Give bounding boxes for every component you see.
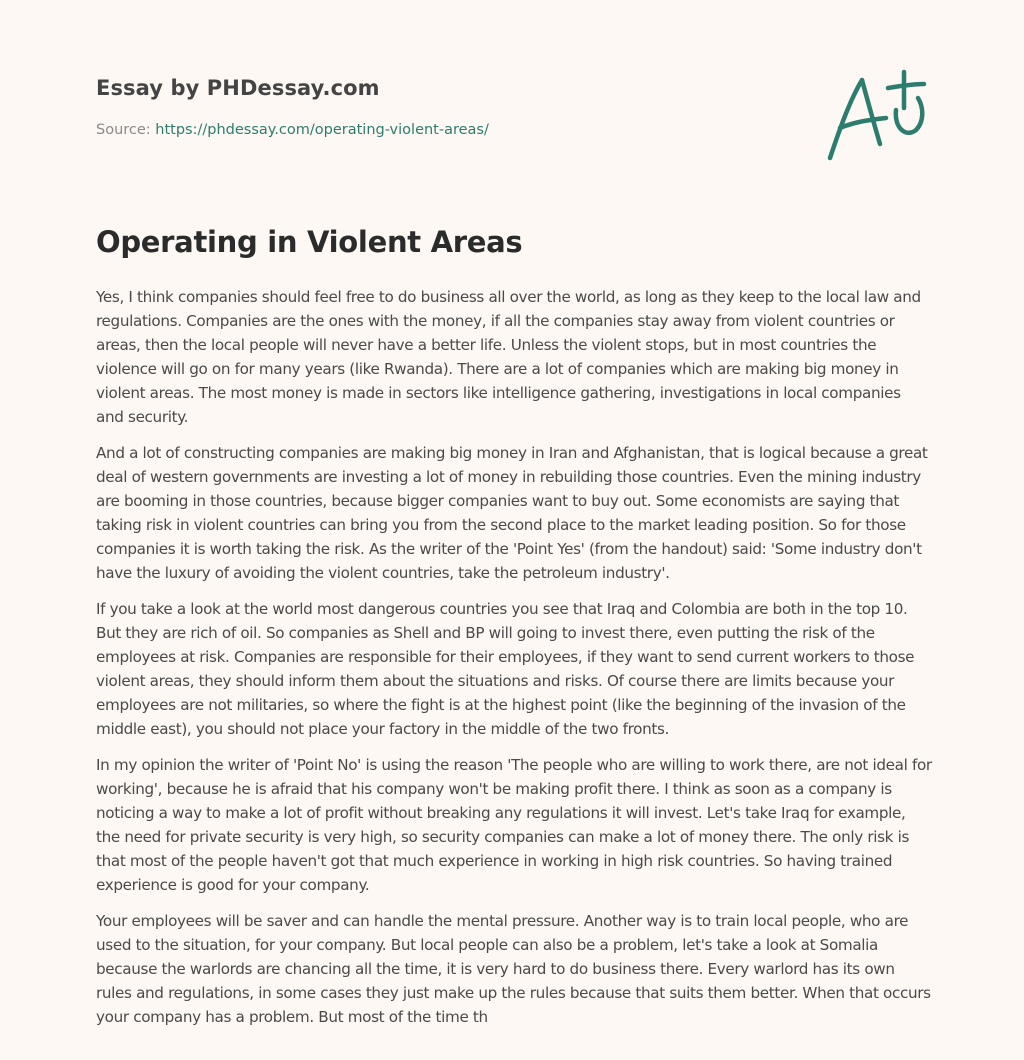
essay-paragraph: And a lot of constructing companies are making big money in Iran and Afghanistan, that is logical because a great deal of western governments are investing a lot of money in rebuilding those countries. Even the mining industry are booming in those countries, because bigger companies want to buy out. Some economists are saying that taking risk in violent countries can bring you from the second place to the market leading position. So for those companies it is worth taking the risk. As the writer of the 'Point Yes' (from the handout) said: 'Some industry don't have the luxury of avoiding the violent countries, take the petroleum industry'.	[96, 444, 928, 582]
source-label: Source:	[96, 122, 151, 138]
essay-paragraph: If you take a look at the world most dangerous countries you see that Iraq and Colombia are both in the top 10. But they are rich of oil. So companies as Shell and BP will going to invest there, even putting the risk of the employees at risk. Companies are responsible for their employees, if they want to send current workers to those violent areas, they should inform them about the situations and risks. Of course there are limits because your employees are not militaries, so where the fight is at the highest point (like the beginning of the invasion of the middle east), you should not place your factory in the middle of the two fronts.	[96, 600, 915, 738]
essay-title: Operating in Violent Areas	[96, 225, 523, 259]
essay-paragraph: In my opinion the writer of 'Point No' is using the reason 'The people who are willing to work there, are not ideal for working', because he is afraid that his company won't be making profit there. I think as soon as a company is noticing a way to make a lot of profit without breaking any regulations it will invest. Let's take Iraq for example, the need for private security is very high, so security companies can make a lot of money there. The only risk is that most of the people haven't got that much experience in working in high risk countries. So having trained experience is good for your company.	[96, 756, 932, 894]
essay-paragraph: Yes, I think companies should feel free to do business all over the world, as long as they keep to the local law and regulations. Companies are the ones with the money, if all the companies stay away from violent countries or areas, then the local people will never have a better life. Unless the violent stops, but in most countries the violence will go on for many years (like Rwanda). There are a lot of companies which are making big money in violent areas. The most money is made in sectors like intelligence gathering, investigations in local companies and security.	[96, 288, 921, 426]
a-plus-logo-icon	[824, 66, 928, 166]
essay-body	[96, 285, 932, 1041]
page-header	[96, 76, 816, 138]
source-line	[96, 122, 816, 138]
source-link[interactable]: https://phdessay.com/operating-violent-areas/	[155, 122, 489, 138]
essay-paragraph: Your employees will be saver and can handle the mental pressure. Another way is to train local people, who are used to the situation, for your company. But local people can also be a problem, let's take a look at Somalia because the warlords are chancing all the time, it is very hard to do business there. Every warlord has its own rules and regulations, in some cases they just make up the rules because that suits them better. When that occurs your company has a problem. But most of the time th	[96, 912, 931, 1026]
site-title: Essay by PHDessay.com	[96, 76, 380, 100]
